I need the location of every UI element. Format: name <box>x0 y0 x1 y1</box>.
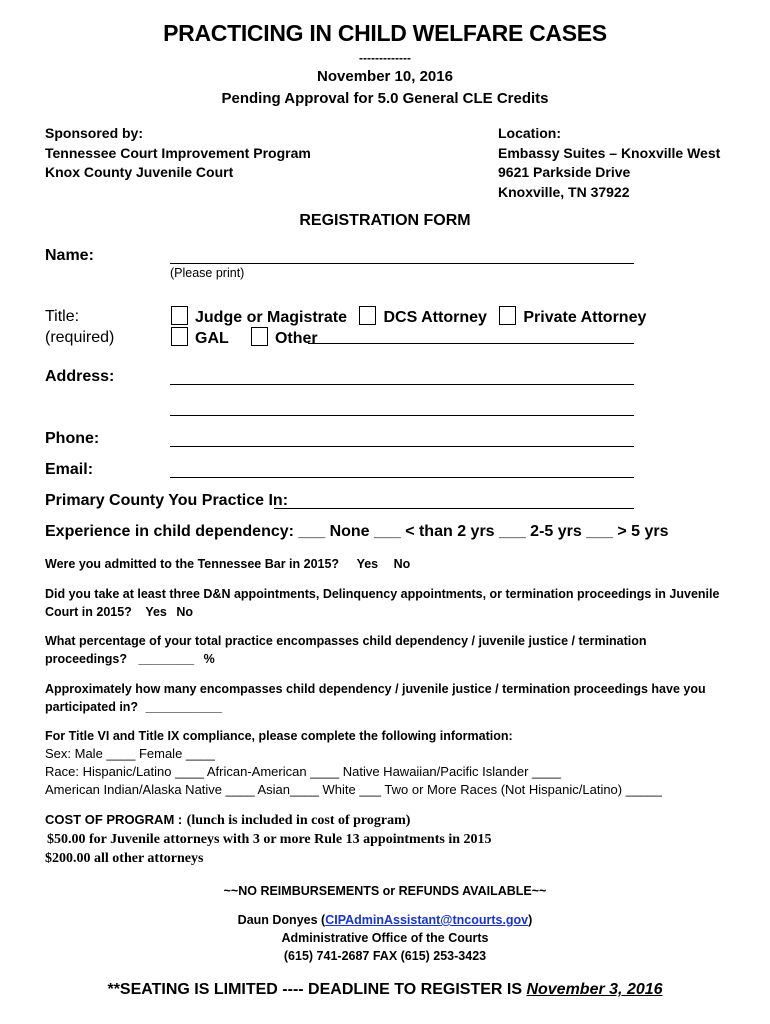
address-label: Address: <box>45 368 115 385</box>
experience-row <box>45 523 669 541</box>
email-label: Email: <box>45 461 94 478</box>
title-separator: ------------- <box>359 51 411 65</box>
location-heading: Location: <box>498 125 561 141</box>
contact-name: Daun Donyes ( <box>237 913 326 927</box>
experience-gt5-blank[interactable]: ___ <box>586 523 613 540</box>
contact-name-close: ) <box>528 913 533 927</box>
dcs-option-label: DCS Attorney <box>383 309 487 326</box>
question-count <box>45 680 706 716</box>
deadline-date: November 3, 2016 <box>526 981 663 998</box>
cost-heading: COST OF PROGRAM : <box>45 812 183 827</box>
experience-2to5: 2-5 yrs <box>530 523 582 540</box>
name-hint: (Please print) <box>170 266 245 280</box>
q4-line-2: participated in? <box>45 700 139 714</box>
location-venue: Embassy Suites – Knoxville West <box>498 144 721 161</box>
q2-yes[interactable]: Yes <box>145 605 167 619</box>
sponsor-line-2: Knox County Juvenile Court <box>45 164 234 180</box>
email-field[interactable] <box>170 477 634 478</box>
judge-checkbox[interactable] <box>171 306 188 325</box>
location-city: Knoxville, TN 37922 <box>498 183 630 200</box>
address-line-1-field[interactable] <box>170 384 634 385</box>
q3-line-2: proceedings? <box>45 652 127 666</box>
private-attorney-checkbox[interactable] <box>499 306 516 325</box>
county-label: Primary County You Practice In: <box>45 492 289 509</box>
q2-no[interactable]: No <box>176 605 194 619</box>
location-block <box>498 124 720 202</box>
private-attorney-option-label: Private Attorney <box>523 309 647 326</box>
dcs-checkbox[interactable] <box>359 306 376 325</box>
experience-lt2: < than 2 yrs <box>405 523 495 540</box>
judge-option-label: Judge or Magistrate <box>195 309 348 326</box>
other-title-field[interactable] <box>308 343 634 344</box>
name-field[interactable] <box>170 263 634 264</box>
q1-no[interactable]: No <box>393 557 411 571</box>
question-percentage <box>45 632 647 668</box>
experience-none: None <box>329 523 370 540</box>
title-required: (required) <box>45 329 115 346</box>
other-checkbox[interactable] <box>251 327 268 346</box>
experience-label: Experience in child dependency: <box>45 523 294 540</box>
q4-line-1: Approximately how many encompasses child dependency / juvenile justice / termination proceedings have you <box>45 682 706 696</box>
compliance-heading: For Title VI and Title IX compliance, please complete the following information: <box>45 729 513 743</box>
county-field[interactable] <box>274 508 634 509</box>
page-title: PRACTICING IN CHILD WELFARE CASES <box>163 20 607 46</box>
cost-note: (lunch is included in cost of program) <box>186 813 411 828</box>
race-line-2[interactable]: American Indian/Alaska Native ____ Asian____ White ___ Two or More Races (Not Hispanic/Latino) _____ <box>45 782 662 797</box>
experience-none-blank[interactable]: ___ <box>298 523 326 540</box>
sponsor-line-1: Tennessee Court Improvement Program <box>45 144 311 161</box>
q1-text: Were you admitted to the Tennessee Bar in 2015? <box>45 557 340 571</box>
cost-block <box>45 810 492 868</box>
title-label: Title: <box>45 308 80 325</box>
q3-line-1: What percentage of your total practice encompasses child dependency / juvenile justice / termination <box>45 634 647 648</box>
address-line-2-field[interactable] <box>170 415 634 416</box>
experience-gt5: > 5 yrs <box>617 523 669 540</box>
title-option-row-1 <box>171 306 646 327</box>
q4-count-field[interactable]: ___________ <box>145 700 223 714</box>
deadline-notice <box>0 981 770 999</box>
name-label: Name: <box>45 247 94 264</box>
location-street: 9621 Parkside Drive <box>498 164 631 180</box>
registration-form-heading: REGISTRATION FORM <box>299 212 471 229</box>
race-line-1[interactable]: Race: Hispanic/Latino ____ African-American ____ Native Hawaiian/Pacific Islander ____ <box>45 764 561 779</box>
sponsor-heading: Sponsored by: <box>45 125 144 141</box>
phone-label: Phone: <box>45 430 100 447</box>
q2-line-1: Did you take at least three D&N appointments, Delinquency appointments, or termination proceedings in Juvenile <box>45 587 720 601</box>
cost-line-2: $200.00 all other attorneys <box>45 851 204 866</box>
deadline-prefix: **SEATING IS LIMITED ---- DEADLINE TO REGISTER IS <box>107 981 527 998</box>
gal-option-label: GAL <box>195 330 229 347</box>
phone-field[interactable] <box>170 446 634 447</box>
experience-2to5-blank[interactable]: ___ <box>499 523 526 540</box>
sex-line[interactable]: Sex: Male ____ Female ____ <box>45 746 215 761</box>
experience-lt2-blank[interactable]: ___ <box>374 523 401 540</box>
cle-credits: Pending Approval for 5.0 General CLE Credits <box>221 90 549 107</box>
event-date: November 10, 2016 <box>317 68 453 85</box>
contact-office: Administrative Office of the Courts <box>281 931 489 945</box>
title-option-row-2 <box>171 327 318 348</box>
q2-line-2: Court in 2015? <box>45 605 132 619</box>
cost-line-1: $50.00 for Juvenile attorneys with 3 or more Rule 13 appointments in 2015 <box>47 832 492 847</box>
refund-notice: ~~NO REIMBURSEMENTS or REFUNDS AVAILABLE~~ <box>223 884 547 898</box>
other-option-label: Other <box>274 330 318 347</box>
q3-percent-sign: % <box>203 652 215 666</box>
contact-email-link[interactable]: CIPAdminAssistant@tncourts.gov <box>325 913 529 927</box>
contact-block <box>0 911 770 965</box>
gal-checkbox[interactable] <box>171 327 188 346</box>
q1-yes[interactable]: Yes <box>356 557 379 571</box>
question-appointments <box>45 585 719 621</box>
sponsor-block <box>45 124 311 183</box>
question-bar-admission <box>45 555 410 573</box>
q3-percentage-field[interactable]: ________ <box>138 652 195 666</box>
title-label-block <box>45 306 114 348</box>
contact-phone: (615) 741-2687 FAX (615) 253-3423 <box>283 949 487 963</box>
